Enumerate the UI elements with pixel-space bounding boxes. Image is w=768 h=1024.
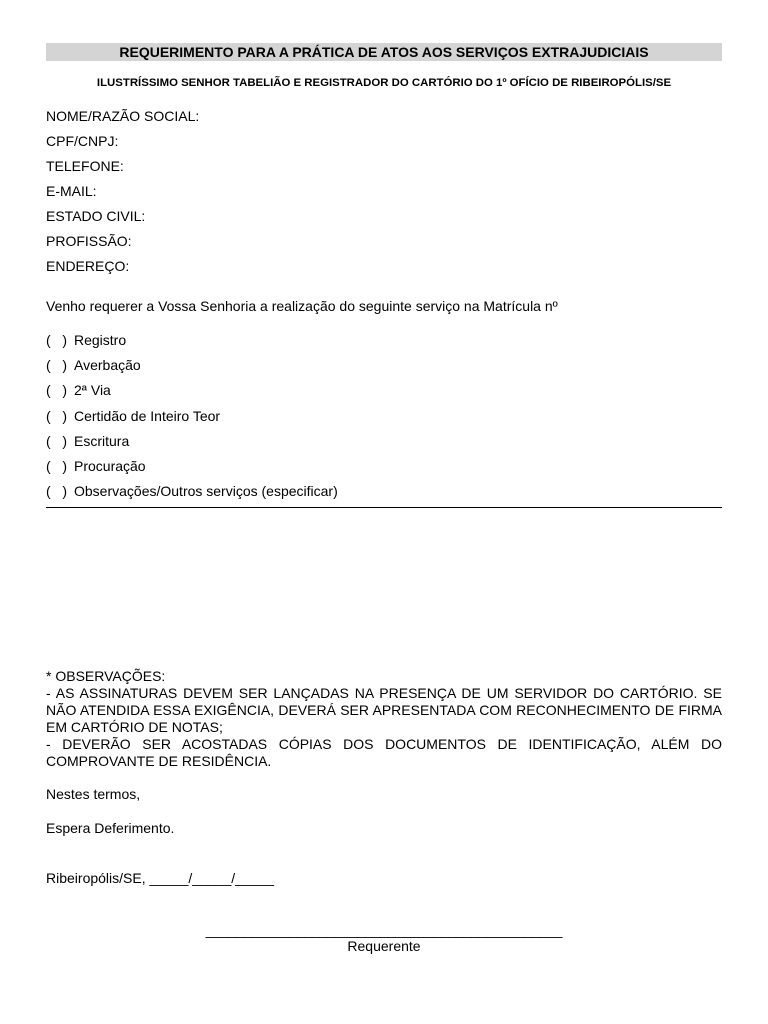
signature-block xyxy=(196,922,572,954)
option-procuracao xyxy=(46,454,338,479)
form-page xyxy=(46,0,722,1024)
observation-documents: - DEVERÃO SER ACOSTADAS CÓPIAS DOS DOCUMENTOS DE IDENTIFICAÇÃO, ALÉM DO COMPROVANTE DE RESIDÊNCIA. xyxy=(46,736,722,769)
option-escritura xyxy=(46,429,338,454)
closing-request: Espera Deferimento. xyxy=(46,820,175,836)
field-name: NOME/RAZÃO SOCIAL: xyxy=(46,108,200,124)
field-telefone: TELEFONE: xyxy=(46,158,124,174)
checkbox: ( ) xyxy=(46,332,67,348)
option-averbacao xyxy=(46,353,338,378)
checkbox: ( ) xyxy=(46,432,67,449)
option-label: Escritura xyxy=(74,432,130,449)
checkbox: ( ) xyxy=(46,483,67,500)
option-label: Registro xyxy=(74,332,127,348)
field-estado-civil: ESTADO CIVIL: xyxy=(46,208,146,224)
option-certidao xyxy=(46,404,338,429)
field-cpf-cnpj: CPF/CNPJ: xyxy=(46,133,119,149)
checkbox: ( ) xyxy=(46,382,67,399)
place-date-line: Ribeiropólis/SE, _____/_____/_____ xyxy=(46,870,275,886)
option-label: 2ª Via xyxy=(74,382,111,399)
observations-heading: * OBSERVAÇÕES: xyxy=(46,668,166,684)
checkbox: ( ) xyxy=(46,357,67,374)
divider-line xyxy=(46,507,722,508)
checkbox: ( ) xyxy=(46,457,67,474)
field-profissao: PROFISSÃO: xyxy=(46,233,132,249)
field-endereco: ENDEREÇO: xyxy=(46,258,130,274)
applicant-fields xyxy=(46,104,199,279)
option-label: Certidão de Inteiro Teor xyxy=(74,407,221,424)
observations-section xyxy=(46,668,722,770)
checkbox: ( ) xyxy=(46,407,67,424)
signature-label: Requerente xyxy=(347,938,421,954)
request-statement: Venho requerer a Vossa Senhoria a realização do seguinte serviço na Matrícula nº xyxy=(46,298,558,314)
option-outros xyxy=(46,479,338,504)
field-email: E-MAIL: xyxy=(46,183,97,199)
option-registro xyxy=(46,328,338,353)
addressee-line: ILUSTRÍSSIMO SENHOR TABELIÃO E REGISTRADOR DO CARTÓRIO DO 1º OFÍCIO DE RIBEIROPÓLIS/SE xyxy=(96,77,672,89)
option-label: Averbação xyxy=(74,357,141,374)
signature-line: _______________________________________________ xyxy=(205,922,563,938)
document-title: REQUERIMENTO PARA A PRÁTICA DE ATOS AOS SERVIÇOS EXTRAJUDICIAIS xyxy=(46,43,722,61)
observation-signatures: - AS ASSINATURAS DEVEM SER LANÇADAS NA PRESENÇA DE UM SERVIDOR DO CARTÓRIO. SE NÃO ATENDIDA ESSA EXIGÊNCIA, DEVERÁ SER APRESENTADA COM RECONHECIMENTO DE FIRMA EM CARTÓRIO DE NOTAS; xyxy=(46,685,722,735)
service-options xyxy=(46,328,338,504)
option-segunda-via xyxy=(46,378,338,403)
option-label: Procuração xyxy=(74,457,146,474)
closing-terms: Nestes termos, xyxy=(46,786,141,802)
option-label: Observações/Outros serviços (especificar) xyxy=(74,483,338,500)
